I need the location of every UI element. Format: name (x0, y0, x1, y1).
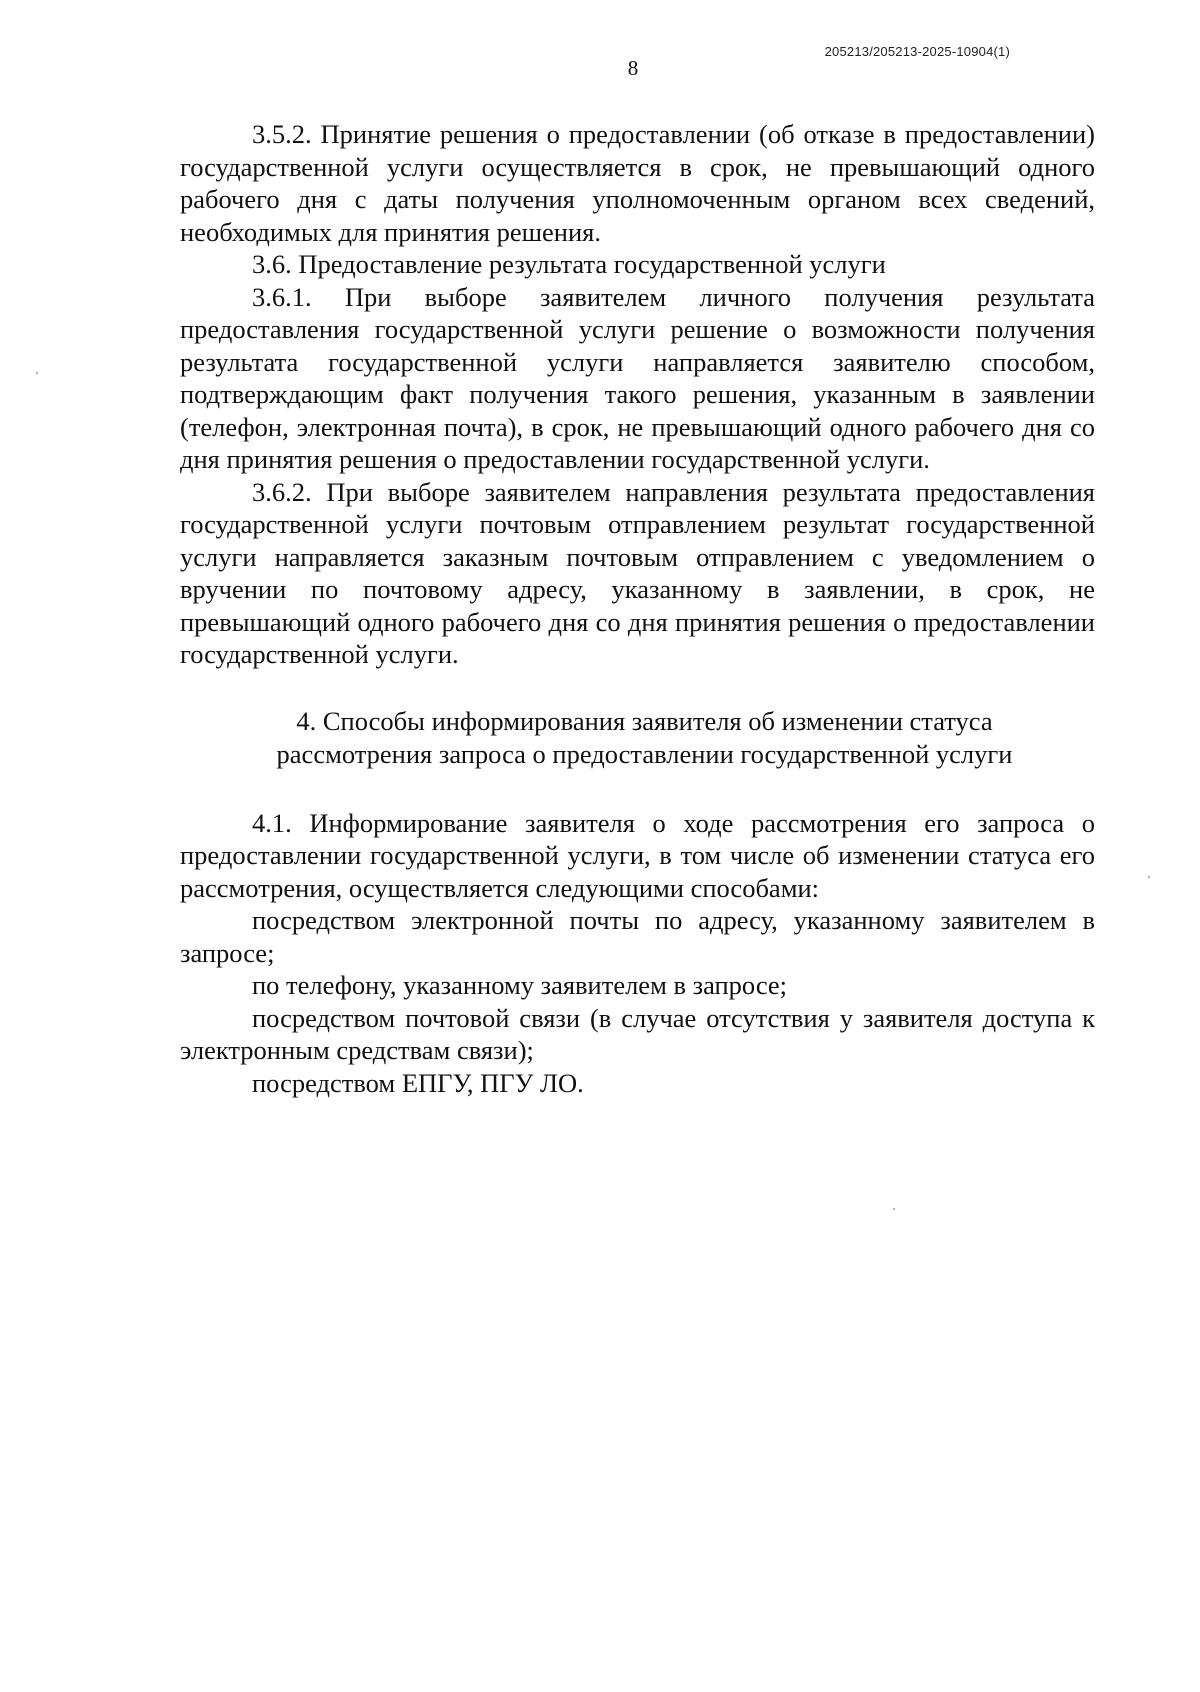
page-number: 8 (627, 56, 639, 80)
document-id: 205213/205213-2025-10904(1) (824, 44, 1010, 59)
paragraph-3-6-2: 3.6.2. При выборе заявителем направления результата предоставления государственной услуги почтовым отправлением результат государственной услуги направляется заказным почтовым отправлением с уведомлением о вручении по почтовому адресу, указанному в заявлении, в срок, не превышающий одного рабочего дня со дня принятия решения о предоставлении государственной услуги. (180, 476, 1095, 669)
scan-speck (36, 372, 38, 374)
paragraph-3-5-2: 3.5.2. Принятие решения о предоставлении (об отказе в предоставлении) государственной услуги осуществляется в срок, не превышающий одного рабочего дня с даты получения уполномоченным органом всех сведений, необходимых для принятия решения. (180, 119, 1095, 247)
section-4-heading (180, 705, 1095, 771)
paragraph-3-6-1: 3.6.1. При выборе заявителем личного получения результата предоставления государственной услуги решение о возможности получения результата государственной услуги направляется заявителю способом, подтверждающим факт получения такого решения, указанным в заявлении (телефон, электронная почта), в срок, не превышающий одного рабочего дня со дня принятия решения о предоставлении государственной услуги. (180, 281, 1095, 474)
list-item-phone: по телефону, указанному заявителем в запросе; (252, 970, 788, 1000)
scan-speck (1148, 876, 1150, 878)
document-body (180, 118, 1095, 1099)
section-4-heading-line-2: рассмотрения запроса о предоставлении государственной услуги (276, 738, 1013, 769)
section-4-heading-line-1: 4. Способы информирования заявителя об изменении статуса (296, 705, 993, 736)
scan-speck (893, 1208, 895, 1210)
list-item-email: посредством электронной почты по адресу, указанному заявителем в запросе; (180, 905, 1095, 968)
paragraph-3-6: 3.6. Предоставление результата государственной услуги (252, 249, 886, 279)
list-item-portal: посредством ЕПГУ, ПГУ ЛО. (252, 1067, 584, 1098)
list-item-post: посредством почтовой связи (в случае отсутствия у заявителя доступа к электронным средствам связи); (180, 1002, 1095, 1065)
paragraph-4-1: 4.1. Информирование заявителя о ходе рассмотрения его запроса о предоставлении государственной услуги, в том числе об изменении статуса его рассмотрения, осуществляется следующими способами: (180, 807, 1095, 903)
